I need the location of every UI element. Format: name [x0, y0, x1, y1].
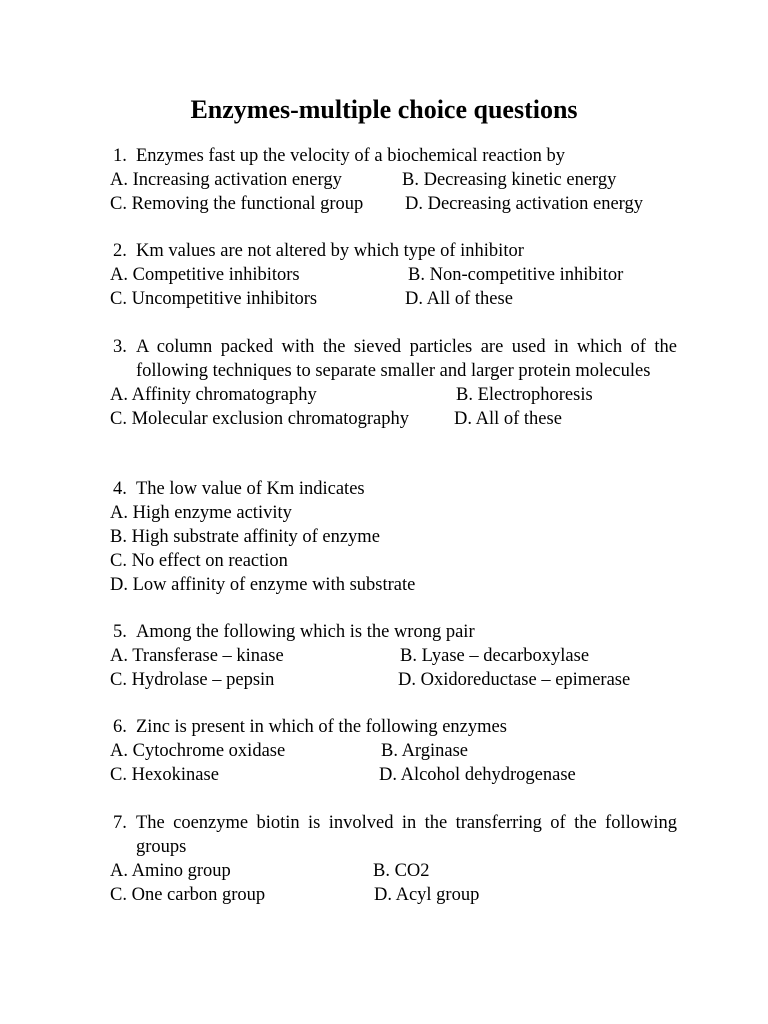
question-stem — [0, 144, 677, 168]
option-b: B. Arginase — [381, 741, 469, 761]
option-c: C. Hexokinase — [110, 765, 219, 785]
question-stem — [0, 811, 677, 859]
option-d: D. Acyl group — [374, 885, 480, 905]
question-stem — [0, 335, 677, 383]
question-number: 2. — [113, 241, 127, 261]
question-5 — [0, 620, 768, 692]
question-number: 1. — [113, 146, 127, 166]
option-row — [0, 549, 768, 573]
option-row — [0, 407, 768, 431]
option-row — [0, 573, 768, 597]
option-row — [0, 263, 768, 287]
question-number: 6. — [113, 717, 127, 737]
option-b: B. High substrate affinity of enzyme — [110, 527, 380, 547]
option-row — [0, 883, 768, 907]
option-c: C. Molecular exclusion chromatography — [110, 409, 409, 429]
option-a: A. High enzyme activity — [110, 503, 292, 523]
option-a: A. Competitive inhibitors — [110, 265, 300, 285]
option-c: C. Hydrolase – pepsin — [110, 670, 275, 690]
question-text: The coenzyme biotin is involved in the transferring of the following groups — [136, 813, 677, 857]
option-c: C. Removing the functional group — [110, 194, 364, 214]
question-stem — [0, 620, 677, 644]
option-b: B. Decreasing kinetic energy — [402, 170, 617, 190]
option-d: D. All of these — [454, 409, 562, 429]
option-d: D. Decreasing activation energy — [405, 194, 644, 214]
option-a: A. Increasing activation energy — [110, 170, 342, 190]
question-1 — [0, 144, 768, 216]
question-text: Among the following which is the wrong pair — [136, 622, 475, 642]
question-6 — [0, 715, 768, 787]
option-a: A. Affinity chromatography — [110, 385, 317, 405]
option-row — [0, 501, 768, 525]
option-b: B. Lyase – decarboxylase — [400, 646, 590, 666]
question-text: Enzymes fast up the velocity of a biochemical reaction by — [136, 146, 565, 166]
option-row — [0, 859, 768, 883]
option-row — [0, 383, 768, 407]
question-4 — [0, 477, 768, 597]
question-2 — [0, 239, 768, 311]
option-row — [0, 644, 768, 668]
option-d: D. Oxidoreductase – epimerase — [398, 670, 631, 690]
option-b: B. Electrophoresis — [456, 385, 593, 405]
option-d: D. Alcohol dehydrogenase — [379, 765, 576, 785]
question-text: A column packed with the sieved particles are used in which of the following techniques to separate smaller and larger protein molecules — [136, 337, 677, 381]
question-number: 3. — [113, 337, 127, 357]
option-a: A. Amino group — [110, 861, 231, 881]
question-text: The low value of Km indicates — [136, 479, 365, 499]
question-stem — [0, 715, 677, 739]
question-stem — [0, 239, 677, 263]
option-row — [0, 287, 768, 311]
option-b: B. Non-competitive inhibitor — [408, 265, 624, 285]
option-row — [0, 763, 768, 787]
option-c: C. Uncompetitive inhibitors — [110, 289, 318, 309]
option-row — [0, 668, 768, 692]
question-text: Km values are not altered by which type of inhibitor — [136, 241, 524, 261]
question-3 — [0, 335, 768, 431]
question-7 — [0, 811, 768, 907]
option-c: C. No effect on reaction — [110, 551, 288, 571]
option-d: D. All of these — [405, 289, 513, 309]
question-number: 5. — [113, 622, 127, 642]
option-row — [0, 168, 768, 192]
question-number: 4. — [113, 479, 127, 499]
page-title: Enzymes-multiple choice questions — [190, 95, 578, 124]
option-d: D. Low affinity of enzyme with substrate — [110, 575, 416, 595]
option-row — [0, 192, 768, 216]
option-a: A. Transferase – kinase — [110, 646, 284, 666]
option-a: A. Cytochrome oxidase — [110, 741, 286, 761]
question-number: 7. — [113, 813, 127, 833]
question-stem — [0, 477, 677, 501]
question-text: Zinc is present in which of the following enzymes — [136, 717, 507, 737]
option-c: C. One carbon group — [110, 885, 266, 905]
option-row — [0, 739, 768, 763]
option-b: B. CO2 — [373, 861, 430, 881]
option-row — [0, 525, 768, 549]
